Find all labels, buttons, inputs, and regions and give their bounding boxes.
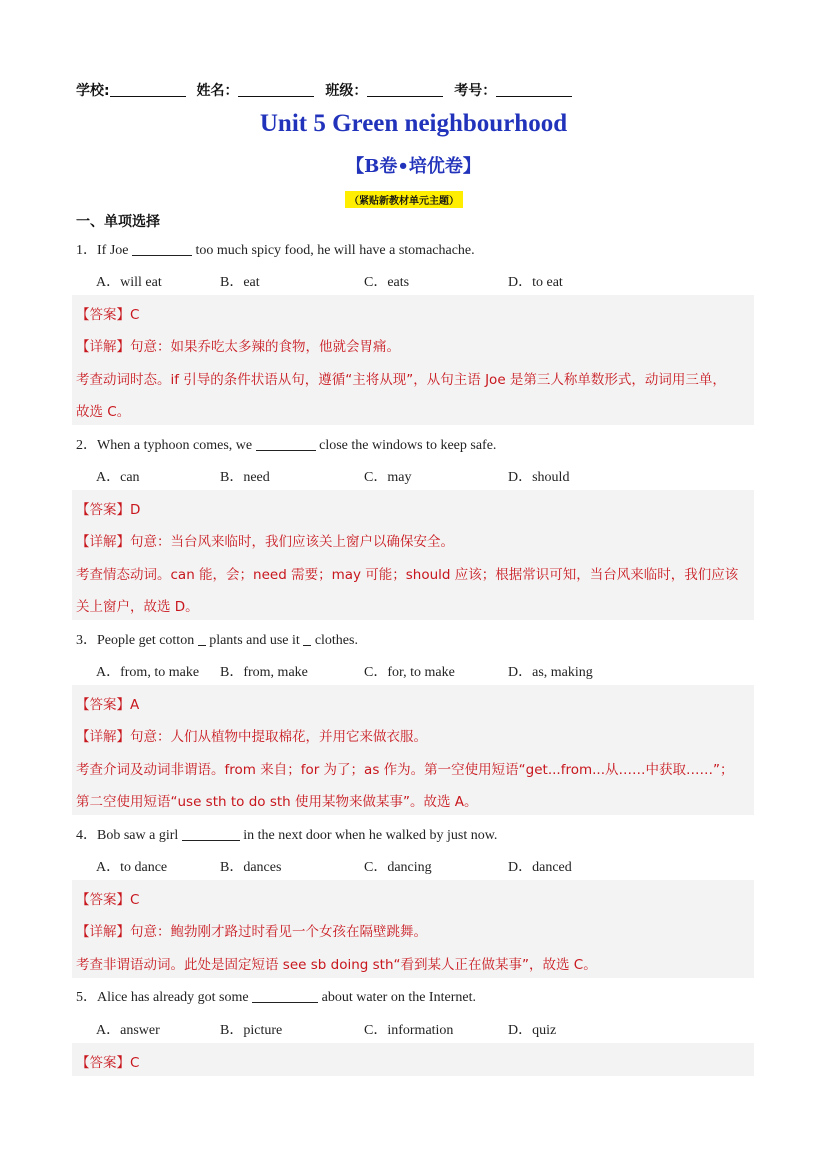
page-title: Unit 5 Green neighbourhood <box>259 110 568 137</box>
question-text: 3．People get cotton <box>76 633 198 648</box>
option-a[interactable]: A．from, to make <box>96 665 200 680</box>
option-a[interactable]: A．to dance <box>96 860 168 875</box>
answer-blank <box>256 438 316 451</box>
option-a[interactable]: A．will eat <box>96 275 162 290</box>
school-blank[interactable] <box>110 82 186 97</box>
question-text: plants and use it <box>205 633 304 648</box>
question-text: too much spicy food, he will have a stomachache. <box>192 243 475 258</box>
school-label: 学校: <box>76 83 110 99</box>
name-blank[interactable] <box>238 82 314 97</box>
section-heading: 一、单项选择 <box>76 214 160 230</box>
class-blank[interactable] <box>367 82 443 97</box>
question-text: clothes. <box>311 633 358 648</box>
exam-no-label: 考号： <box>454 83 497 99</box>
class-label: 班级： <box>325 83 368 99</box>
option-b[interactable]: B．eat <box>220 275 260 290</box>
answer-blank <box>182 828 240 841</box>
option-d[interactable]: D．as, making <box>508 665 593 680</box>
question-text: about water on the Internet. <box>318 990 476 1005</box>
question-text: in the next door when he walked by just now. <box>239 828 498 843</box>
explanation-line: 考查情态动词。can 能，会；need 需要；may 可能；should 应该；根据常识可知，当台风来临时，我们应该 <box>76 567 739 583</box>
question-text: 5．Alice has already got some <box>76 990 253 1005</box>
explanation-line: 考查介词及动词非谓语。from 来自；for 为了；as 作为。第一空使用短语“get...from...从……中获取……”； <box>76 762 734 778</box>
answer-line: 【答案】A <box>76 697 140 713</box>
option-b[interactable]: B．picture <box>220 1023 283 1038</box>
explanation-line: 【详解】句意：人们从植物中提取棉花，并用它来做衣服。 <box>76 729 427 745</box>
option-b[interactable]: B．from, make <box>220 665 308 680</box>
topic-badge: （紧贴新教材单元主题） <box>345 191 463 208</box>
option-d[interactable]: D．quiz <box>508 1023 557 1038</box>
option-c[interactable]: C．for, to make <box>364 665 455 680</box>
explanation-line: 考查非谓语动词。此处是固定短语 see sb doing sth“看到某人正在做某事”，故选 C。 <box>76 957 597 973</box>
option-b[interactable]: B．dances <box>220 860 282 875</box>
answer-line: 【答案】C <box>76 307 140 323</box>
answer-blank <box>198 633 206 646</box>
option-d[interactable]: D．should <box>508 470 570 485</box>
question-4 <box>76 824 497 844</box>
question-1 <box>76 239 475 259</box>
question-3 <box>76 629 358 649</box>
explanation-line: 【详解】句意：鲍勃刚才路过时看见一个女孩在隔壁跳舞。 <box>76 924 427 940</box>
option-c[interactable]: C．eats <box>364 275 410 290</box>
question-text: 1．If Joe <box>76 243 132 258</box>
answer-line: 【答案】D <box>76 502 141 518</box>
option-c[interactable]: C．information <box>364 1023 454 1038</box>
question-2 <box>76 434 496 454</box>
name-label: 姓名： <box>196 83 239 99</box>
explanation-line: 故选 C。 <box>76 404 131 420</box>
paper-subtitle: 【B卷•培优卷】 <box>346 156 481 177</box>
answer-line: 【答案】C <box>76 1055 140 1071</box>
question-text: 4．Bob saw a girl <box>76 828 182 843</box>
answer-line: 【答案】C <box>76 892 140 908</box>
option-d[interactable]: D．danced <box>508 860 572 875</box>
exam-no-blank[interactable] <box>496 82 572 97</box>
explanation-line: 考查动词时态。if 引导的条件状语从句，遵循“主将从现”，从句主语 Joe 是第三人称单数形式，动词用三单， <box>76 372 726 388</box>
explanation-line: 第二空使用短语“use sth to do sth 使用某物来做某事”。故选 A。 <box>76 794 478 810</box>
explanation-line: 关上窗户，故选 D。 <box>76 599 199 615</box>
explanation-line: 【详解】句意：当台风来临时，我们应该关上窗户以确保安全。 <box>76 534 454 550</box>
question-5 <box>76 986 476 1006</box>
option-c[interactable]: C．may <box>364 470 412 485</box>
explanation-line: 【详解】句意：如果乔吃太多辣的食物，他就会胃痛。 <box>76 339 400 355</box>
student-info-line <box>76 80 578 100</box>
question-text: 2．When a typhoon comes, we <box>76 438 256 453</box>
answer-blank <box>252 990 318 1003</box>
question-text: close the windows to keep safe. <box>315 438 497 453</box>
option-b[interactable]: B．need <box>220 470 270 485</box>
option-a[interactable]: A．can <box>96 470 140 485</box>
option-a[interactable]: A．answer <box>96 1023 160 1038</box>
answer-blank <box>132 243 192 256</box>
option-c[interactable]: C．dancing <box>364 860 432 875</box>
option-d[interactable]: D．to eat <box>508 275 563 290</box>
